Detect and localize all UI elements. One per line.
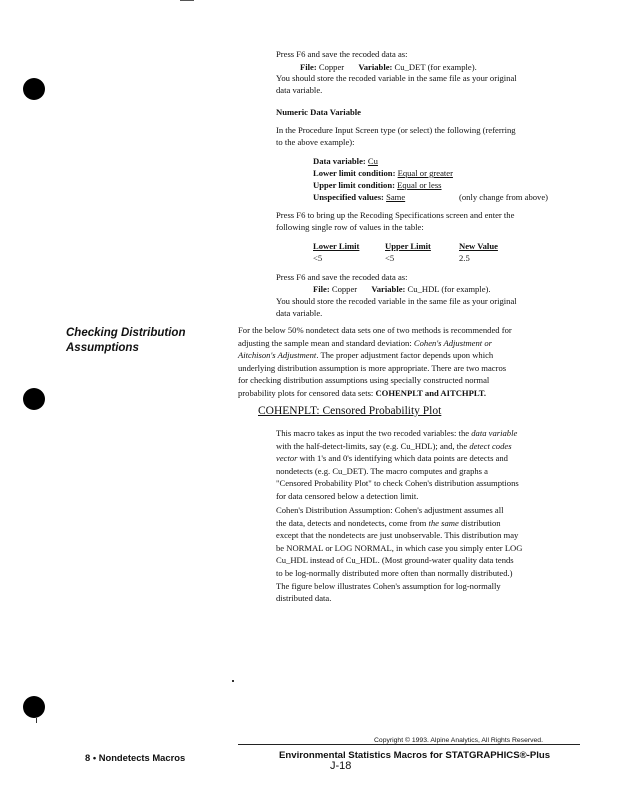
numeric-heading: Numeric Data Variable <box>276 107 361 117</box>
table-header-lower: Lower Limit <box>313 241 360 251</box>
store-note-2: data variable. <box>276 85 323 95</box>
side-heading-checking: Checking Distribution Assumptions <box>66 327 186 354</box>
binder-hole-1 <box>23 78 45 100</box>
binder-hole-2 <box>23 388 45 410</box>
spec-line-2: following single row of values in the table: <box>276 222 424 232</box>
footer-left: 8 • Nondetects Macros <box>85 752 186 763</box>
binder-hole-3 <box>23 696 45 718</box>
table-cell-new: 2.5 <box>459 253 470 263</box>
field-unspecified-note: (only change from above) <box>459 192 549 202</box>
store-note-3: You should store the recoded variable in the same file as your original <box>276 296 517 306</box>
table-cell-upper: <5 <box>385 253 395 263</box>
store-note-1: You should store the recoded variable in the same file as your original <box>276 73 517 83</box>
table-header-upper: Upper Limit <box>385 241 431 251</box>
field-unspecified: Unspecified values: Same <box>313 192 406 202</box>
table-cell-lower: <5 <box>313 253 323 263</box>
scan-dot <box>36 718 37 723</box>
scan-mark <box>180 0 194 1</box>
store-note-4: data variable. <box>276 308 323 318</box>
numeric-intro-2: to the above example): <box>276 137 355 147</box>
scan-dot <box>232 680 234 682</box>
footer-rule <box>238 744 580 745</box>
field-data-variable: Data variable: Cu <box>313 156 378 166</box>
field-lower-limit: Lower limit condition: Equal or greater <box>313 168 453 178</box>
field-upper-limit: Upper limit condition: Equal or less <box>313 180 442 190</box>
save-instruction: Press F6 and save the recoded data as: <box>276 49 408 59</box>
footer-right: Environmental Statistics Macros for STATGRAPHICS®-Plus <box>279 750 551 761</box>
table-header-new: New Value <box>459 241 498 251</box>
save-file-line: File: Copper Variable: Cu_DET (for example). <box>300 62 477 72</box>
copyright: Copyright © 1993. Alpine Analytics, All Rights Reserved. <box>374 737 543 744</box>
save-file-line-2: File: Copper Variable: Cu_HDL (for example). <box>313 284 491 294</box>
cohenplt-paragraph-1: This macro takes as input the two recoded variables: the data variable with the half-detect-limits, say (e.g. Cu_HDL); and, the detect codes vector with 1's and 0's identifying which data points are detects and nondetects (e.g. Cu_DET). The macro computes and graphs a "Censored Probability Plot" to check Cohen's distribution assumptions for data censored below a detection limit. <box>276 428 519 501</box>
checking-paragraph: For the below 50% nondetect data sets one of two methods is recommended for adjusting the sample mean and standard deviation: Cohen's Adjustment or Aitchison's Adjustment. The proper adjustment factor depends upon which underlying distribution assumption is more appropriate. There are two macros for checking distribution assumptions using specially constructed normal probability plots for censored data sets: COHENPLT and AITCHPLT. <box>238 325 512 398</box>
page-stamp: J-18 <box>330 760 352 772</box>
numeric-intro-1: In the Procedure Input Screen type (or select) the following (referring <box>276 125 516 135</box>
cohenplt-paragraph-2: Cohen's Distribution Assumption: Cohen's adjustment assumes all the data, detects and nondetects, come from the same distribution except that the nondetects are just unobservable. This distribution may be NORMAL or LOG NORMAL, in which case you simply enter LOG Cu_HDL instead of Cu_HDL. (Most ground-water quality data tends to be log-normally distributed more often than normally distributed.) The figure below illustrates Cohen's assumption for log-normally distributed data. <box>276 505 523 604</box>
cohenplt-heading: COHENPLT: Censored Probability Plot <box>258 405 442 417</box>
spec-line-1: Press F6 to bring up the Recoding Specifications screen and enter the <box>276 210 515 220</box>
save-instruction-2: Press F6 and save the recoded data as: <box>276 272 408 282</box>
